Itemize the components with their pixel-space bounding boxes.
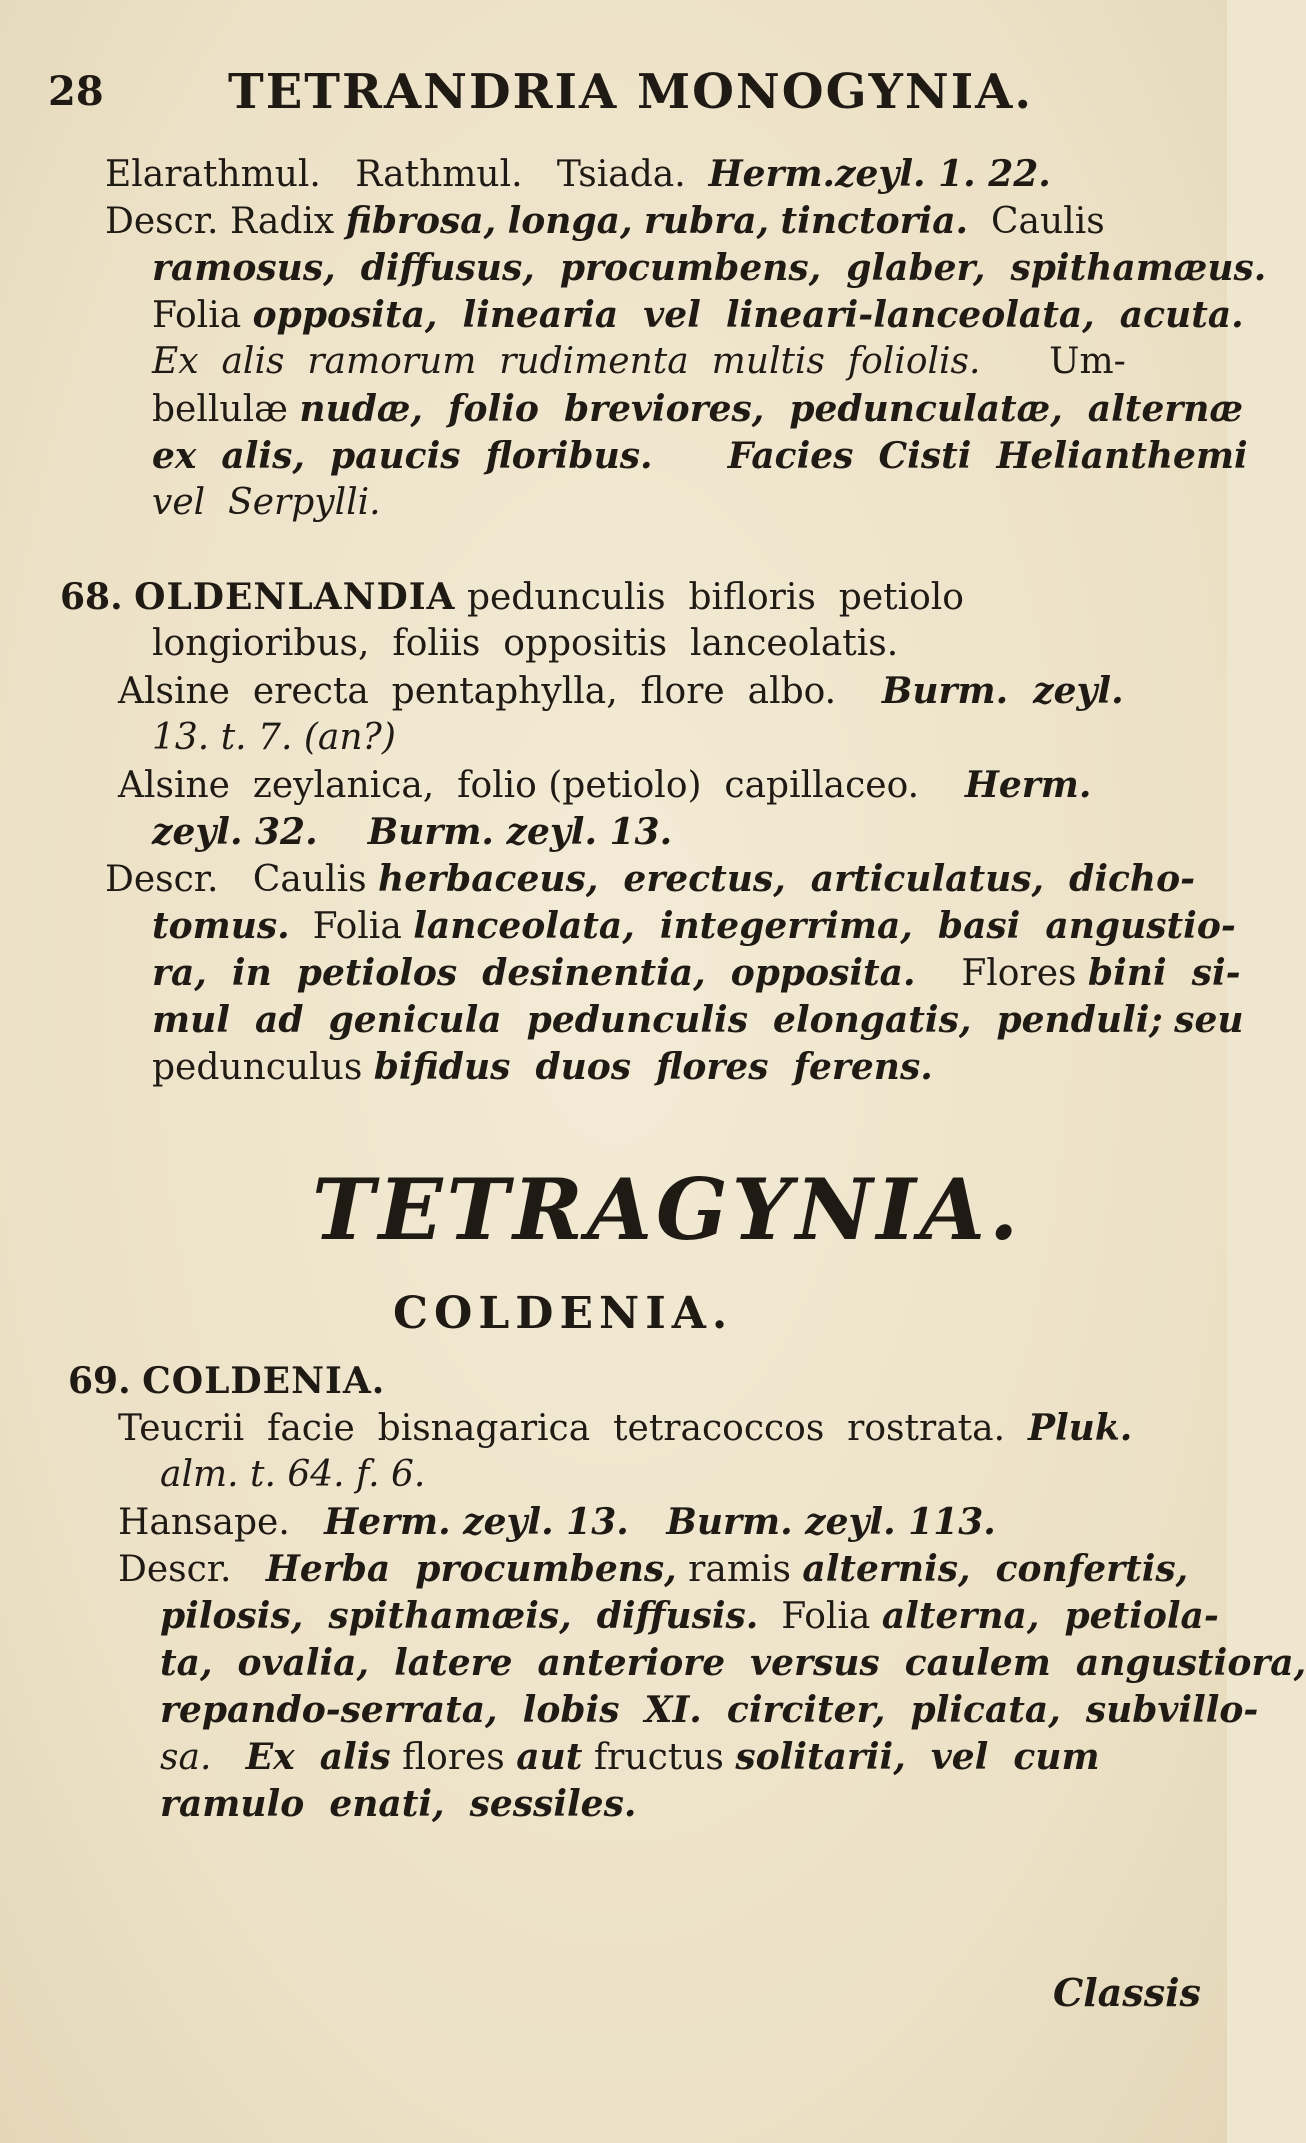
entry-67-descr-3: Folia opposita, linearia vel lineari-lanceolata, acuta.: [152, 294, 1244, 336]
entry-69-descr-4: repando-serrata, lobis XI. circiter, plicata, subvillo-: [160, 1689, 1259, 1731]
entry-69-synonym-1: Teucrii facie bisnagarica tetracoccos rostrata. Pluk.: [118, 1407, 1133, 1449]
genus-heading: COLDENIA.: [393, 1288, 734, 1339]
entry-68-synonym-1: Alsine erecta pentaphylla, flore albo. Burm. zeyl.: [118, 670, 1124, 712]
entry-69-synonym-1-ref: alm. t. 64. f. 6.: [160, 1454, 426, 1495]
entry-number: 68.: [60, 576, 123, 618]
catchword: Classis: [1053, 1970, 1201, 2015]
entry-68-descr-5: pedunculus bifidus duos flores ferens.: [152, 1046, 933, 1088]
entry-69-descr-3: ta, ovalia, latere anteriore versus caulem angustiora,: [160, 1642, 1306, 1684]
entry-67-descr-5: bellulæ nudæ, folio breviores, pedunculatæ, alternæ: [152, 388, 1244, 430]
page-number: 28: [48, 68, 104, 115]
section-title: TETRAGYNIA.: [312, 1160, 1023, 1259]
entry-68-descr-3: ra, in petiolos desinentia, opposita. Flores bini si-: [152, 952, 1241, 994]
genus-name: OLDENLANDIA: [134, 576, 456, 618]
genus-name: COLDENIA.: [142, 1360, 386, 1402]
entry-67-descr-7: vel Serpylli.: [152, 482, 381, 523]
entry-69-synonym-2: Hansape. Herm. zeyl. 13. Burm. zeyl. 113.: [118, 1501, 996, 1543]
entry-69-descr-1: Descr. Herba procumbens, ramis alternis, confertis,: [118, 1548, 1189, 1590]
entry-68-line-2: longioribus, foliis oppositis lanceolatis.: [152, 623, 899, 664]
entry-69-descr-5: sa. Ex alis flores aut fructus solitarii, vel cum: [160, 1736, 1100, 1778]
entry-67-synonyms: Elarathmul. Rathmul. Tsiada. Herm.zeyl. 1. 22.: [105, 153, 1051, 195]
entry-number: 69.: [68, 1360, 131, 1402]
entry-68-synonym-1-ref: 13. t. 7. (an?): [152, 717, 396, 758]
entry-68-heading: 68. OLDENLANDIA pedunculis bifloris petiolo: [60, 576, 964, 618]
entry-67-descr-6: ex alis, paucis floribus. Facies Cisti Helianthemi: [152, 435, 1248, 477]
entry-68-synonym-2: Alsine zeylanica, folio (petiolo) capillaceo. Herm.: [118, 764, 1092, 806]
page-header: [0, 60, 1227, 130]
entry-68-descr-1: Descr. Caulis herbaceus, erectus, articulatus, dicho-: [105, 858, 1196, 900]
entry-69-heading: [68, 1359, 385, 1404]
entry-68-descr-4: mul ad genicula pedunculis elongatis, penduli; seu: [152, 999, 1244, 1041]
entry-68-synonym-2-ref: zeyl. 32. Burm. zeyl. 13.: [152, 811, 673, 853]
entry-68-descr-2: tomus. Folia lanceolata, integerrima, basi angustio-: [152, 905, 1236, 947]
entry-69-descr-6: ramulo enati, sessiles.: [160, 1783, 637, 1825]
running-title: TETRANDRIA MONOGYNIA.: [228, 64, 1034, 120]
entry-67-descr-1: Descr. Radix fibrosa, longa, rubra, tinctoria. Caulis: [105, 200, 1105, 242]
entry-69-descr-2: pilosis, spithamæis, diffusis. Folia alterna, petiola-: [160, 1595, 1219, 1637]
entry-67-descr-2: ramosus, diffusus, procumbens, glaber, spithamæus.: [152, 247, 1267, 289]
entry-67-descr-4: Ex alis ramorum rudimenta multis foliolis. Um-: [152, 341, 1126, 382]
